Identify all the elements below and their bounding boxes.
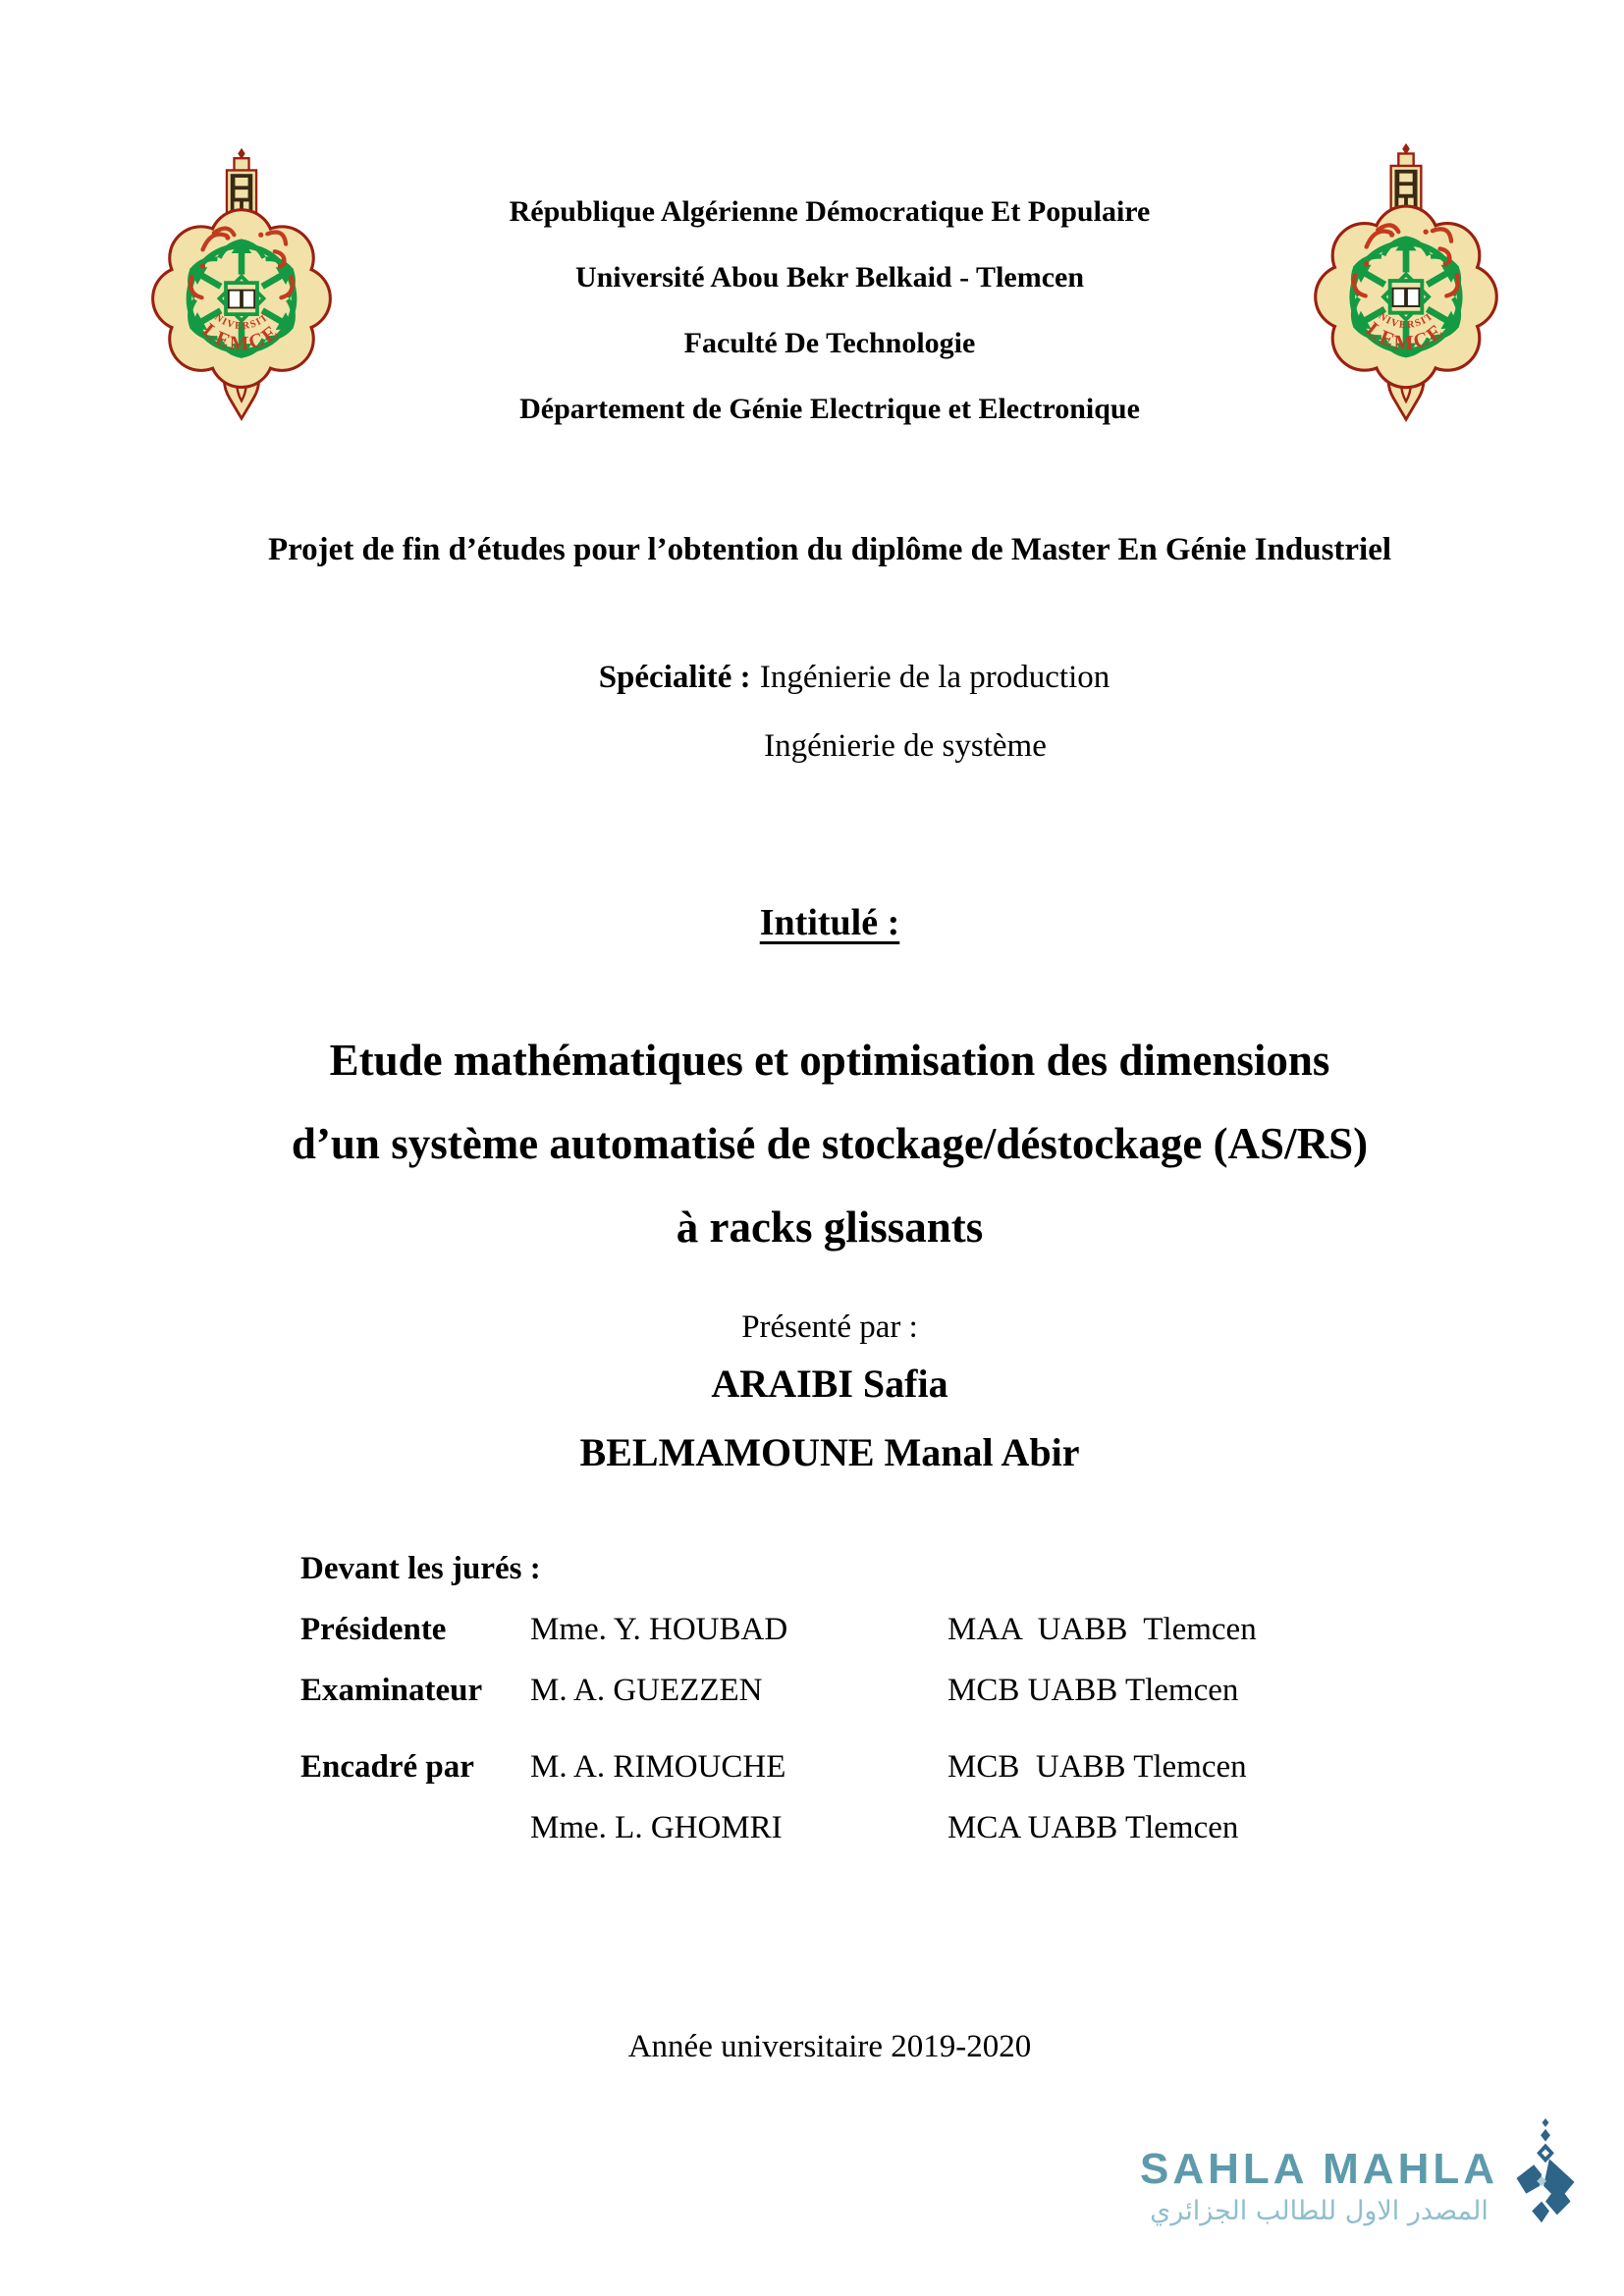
intitule-label: Intitulé : (759, 902, 900, 943)
specialty-value: Ingénierie de la production (759, 660, 1110, 695)
author-name-2: BELMAMOUNE Manal Abir (579, 1430, 1080, 1474)
specialty-line-2: Ingénierie de système (764, 728, 1047, 764)
header-line-department: Département de Génie Electrique et Electronique (519, 393, 1140, 425)
jury-section (300, 1549, 1420, 1845)
thesis-title (35, 1019, 1624, 1269)
thesis-title-line-2: d’un système automatisé de stockage/déstockage (AS/RS) (291, 1119, 1369, 1168)
jury-member-affiliation: MCA UABB Tlemcen (947, 1810, 1239, 1845)
presented-by-label: Présenté par : (741, 1309, 918, 1345)
footer-brand-name: SAHLA MAHLA (1140, 2145, 1498, 2193)
jury-row-supervisor-2 (300, 1810, 1420, 1845)
institution-header (35, 179, 1624, 442)
jury-member-affiliation: MAA UABB Tlemcen (947, 1612, 1257, 1647)
footer-brand-emblem-icon (1506, 2118, 1585, 2234)
jury-role: Présidente (300, 1612, 447, 1647)
footer-brand-tagline-arabic: المصدر الاول للطالب الجزائري (1150, 2196, 1489, 2226)
jury-row-supervisor-1 (300, 1749, 1420, 1785)
thesis-title-line-1: Etude mathématiques et optimisation des dimensions (329, 1036, 1330, 1085)
footer-watermark (1140, 2118, 1585, 2234)
jury-member-name: Mme. Y. HOUBAD (530, 1612, 788, 1647)
jury-role: Examinateur (300, 1673, 483, 1708)
specialty-label: Spécialité : (598, 660, 751, 695)
jury-role (300, 1810, 530, 1845)
jury-member-name: M. A. GUEZZEN (530, 1673, 763, 1708)
jury-member-name: M. A. RIMOUCHE (530, 1749, 786, 1785)
jury-row-examiner (300, 1673, 1420, 1708)
header-line-university: Université Abou Bekr Belkaid - Tlemcen (574, 261, 1085, 294)
jury-role: Encadré par (300, 1749, 474, 1785)
author-name-1: ARAIBI Safia (711, 1362, 948, 1406)
header-line-republic: République Algérienne Démocratique Et Populaire (509, 195, 1151, 228)
header-line-faculty: Faculté De Technologie (683, 327, 976, 359)
footer-brand-text (1140, 2118, 1498, 2228)
jury-member-affiliation: MCB UABB Tlemcen (947, 1749, 1247, 1785)
jury-row-president (300, 1612, 1420, 1647)
thesis-title-line-3: à racks glissants (676, 1202, 984, 1252)
jury-heading: Devant les jurés : (300, 1551, 541, 1586)
academic-year: Année universitaire 2019-2020 (627, 2029, 1032, 2064)
specialty-line (60, 656, 1624, 699)
intitule-heading (35, 899, 1624, 946)
jury-member-name: Mme. L. GHOMRI (530, 1810, 783, 1845)
degree-project-line: Projet de fin d’études pour l’obtention du diplôme de Master En Génie Industriel (267, 532, 1392, 567)
jury-member-affiliation: MCB UABB Tlemcen (947, 1673, 1239, 1708)
